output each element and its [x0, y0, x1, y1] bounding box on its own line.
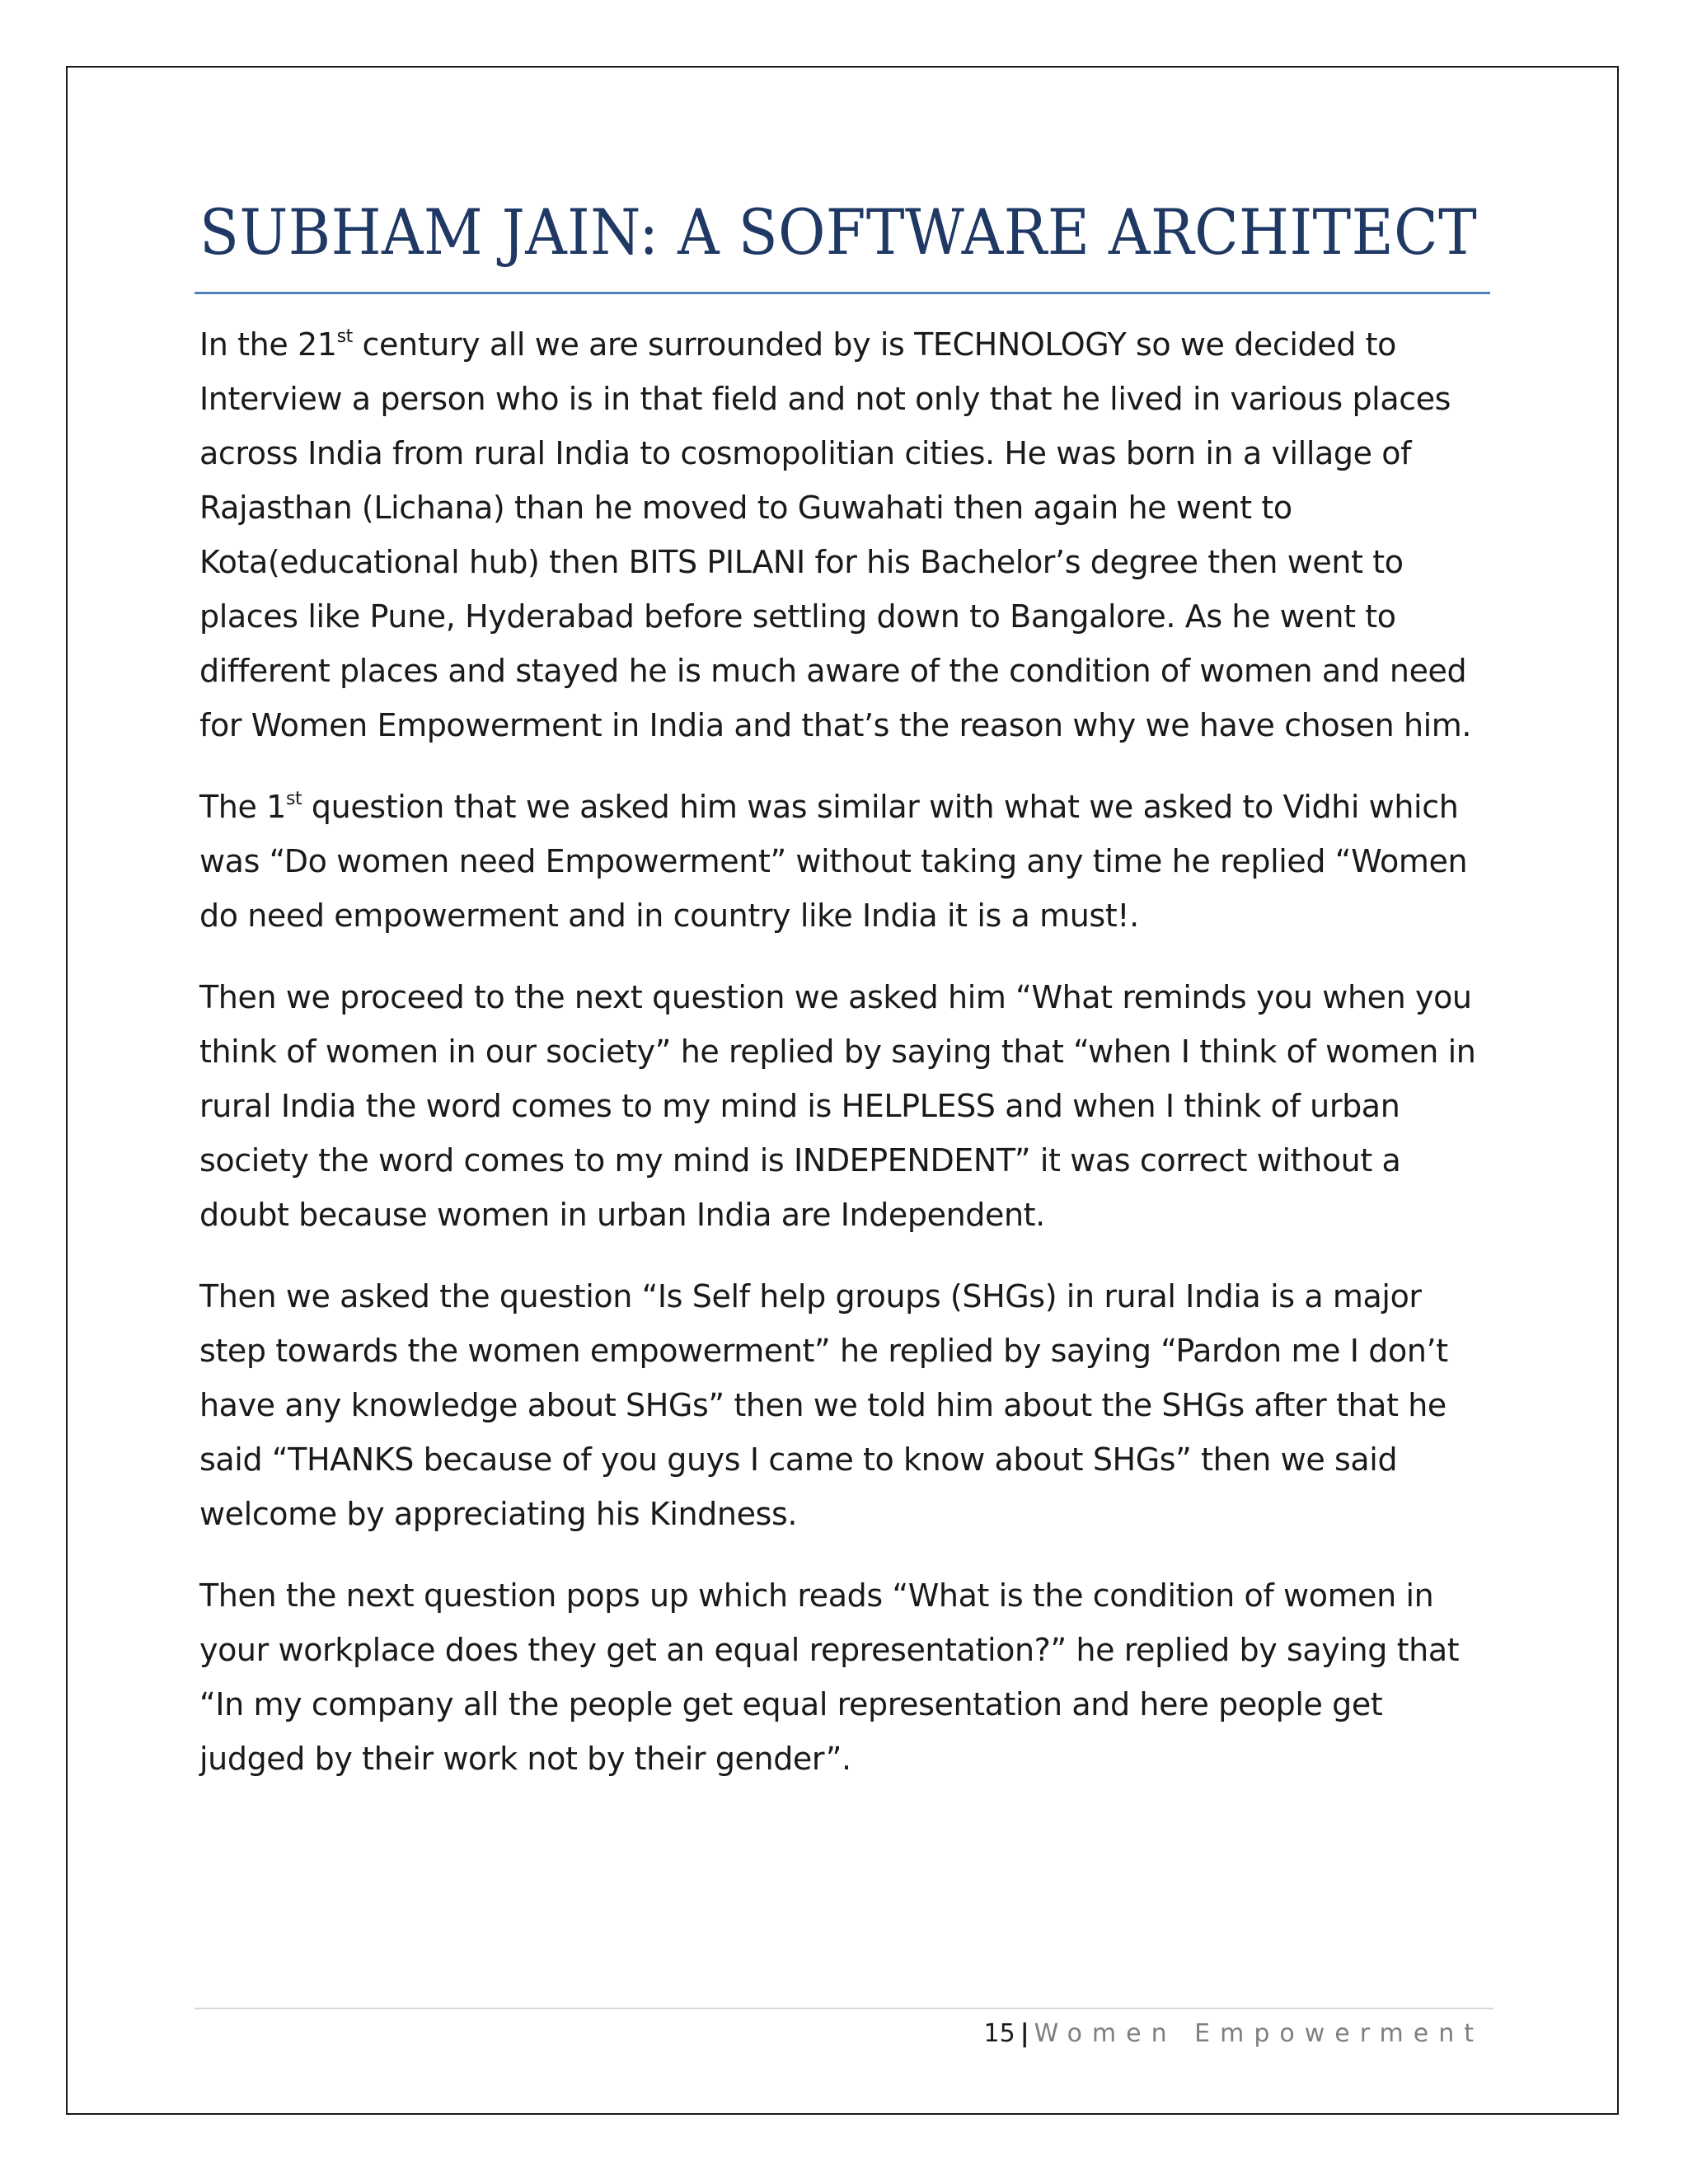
- page-title: SUBHAM JAIN: A SOFTWARE ARCHITECT: [199, 195, 1478, 269]
- paragraph-intro: [199, 317, 1493, 752]
- first-question-text-rest: question that we asked him was similar with what we asked to Vidhi which was “Do women need Empowerment” without taking any time he replied “Women do need empowerment and in country like India it is a must!.: [199, 789, 1468, 934]
- ordinal-suffix: st: [285, 789, 302, 810]
- page-footer: [984, 2016, 1484, 2052]
- ordinal-suffix: st: [336, 326, 353, 348]
- footer-divider: [195, 2008, 1493, 2009]
- paragraph-workplace-question: Then the next question pops up which reads “What is the condition of women in your workplace does they get an equal representation?” he replied by saying that “In my company all the people get equal representation and here people get judged by their work not by their gender”.: [199, 1577, 1460, 1777]
- page-number: 15: [983, 2019, 1015, 2048]
- footer-separator: |: [1020, 2019, 1029, 2048]
- title-underline: [195, 292, 1490, 294]
- paragraph-second-question: Then we proceed to the next question we asked him “What reminds you when you think of women in our society” he replied by saying that “when I think of women in rural India the word comes to my mind is HELPLESS and when I think of urban society the word comes to my mind is INDEPENDENT” it was correct without a doubt because women in urban India are Independent.: [199, 979, 1476, 1233]
- page-content: [199, 190, 1493, 1813]
- footer-document-title: Women Empowerment: [1034, 2019, 1484, 2048]
- intro-text-start: In the 21: [199, 326, 337, 363]
- intro-text-rest: century all we are surrounded by is TECHNOLOGY so we decided to Interview a person who is in that field and not only that he lived in various places across India from rural India to cosmopolitian cities. He was born in a village of Rajasthan (Lichana) than he moved to Guwahati then again he went to Kota(educational hub) then BITS PILANI for his Bachelor’s degree then went to places like Pune, Hyderabad before settling down to Bangalore. As he went to different places and stayed he is much aware of the condition of women and need for Women Empowerment in India and that’s the reason why we have chosen him.: [199, 326, 1472, 743]
- article-body: [199, 317, 1493, 1786]
- first-question-text-start: The 1: [199, 789, 286, 825]
- paragraph-first-question: [199, 780, 1493, 943]
- paragraph-shg-question: Then we asked the question “Is Self help groups (SHGs) in rural India is a major step towards the women empowerment” he replied by saying “Pardon me I don’t have any knowledge about SHGs” then we told him about the SHGs after that he said “THANKS because of you guys I came to know about SHGs” then we said welcome by appreciating his Kindness.: [199, 1278, 1448, 1532]
